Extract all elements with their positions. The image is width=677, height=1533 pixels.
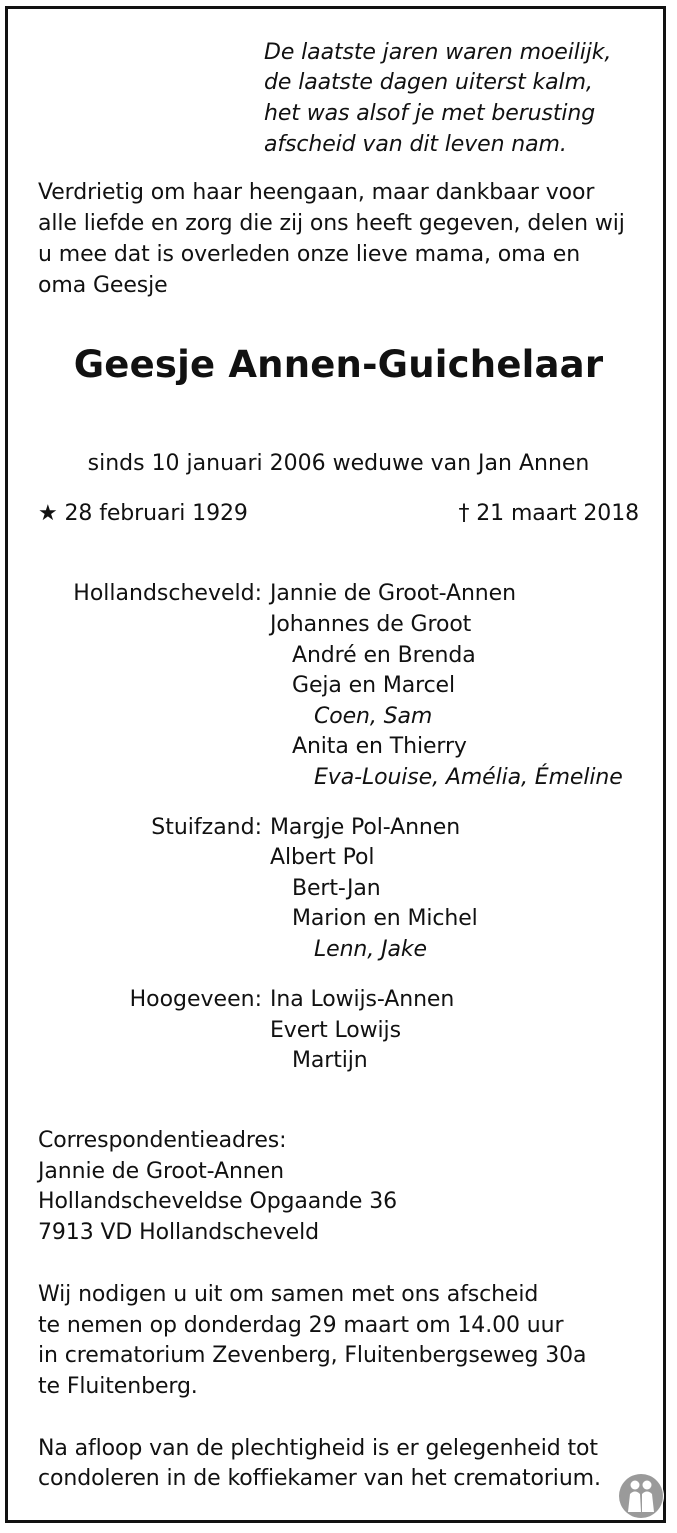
family-place: Hoogeveen: (129, 987, 262, 1012)
family-member: Marion en Michel (292, 906, 478, 931)
family-member: Anita en Thierry (292, 734, 467, 759)
closing-line: condoleren in de koffiekamer van het crematorium. (38, 1466, 601, 1491)
family-member: Margje Pol-Annen (270, 815, 461, 840)
family-member: Ina Lowijs-Annen (270, 987, 455, 1012)
memorial-logo-icon (617, 1472, 665, 1520)
invitation-line: te nemen op donderdag 29 maart om 14.00 uur (38, 1313, 564, 1338)
family-member: Evert Lowijs (270, 1018, 401, 1043)
death-date: † 21 maart 2018 (458, 501, 639, 526)
family-member: Jannie de Groot-Annen (270, 581, 516, 606)
correspondence-line: 7913 VD Hollandscheveld (38, 1220, 319, 1245)
family-member: Geja en Marcel (292, 673, 456, 698)
intro-line: u mee dat is overleden onze lieve mama, oma en (38, 242, 581, 267)
poem-line: de laatste dagen uiterst kalm, (264, 70, 593, 95)
poem-line: afscheid van dit leven nam. (264, 132, 567, 157)
family-place: Stuifzand: (151, 815, 262, 840)
family-member: Eva-Louise, Amélia, Émeline (314, 765, 623, 790)
invitation-line: in crematorium Zevenberg, Fluitenbergseweg 30a (38, 1343, 587, 1368)
correspondence-heading: Correspondentieadres: (38, 1128, 287, 1153)
family-member: Bert-Jan (292, 876, 381, 901)
family-member: Johannes de Groot (270, 612, 472, 637)
birth-date: ★ 28 februari 1929 (38, 501, 248, 526)
intro-line: Verdrietig om haar heengaan, maar dankbaar voor (38, 180, 595, 205)
invitation-line: Wij nodigen u uit om samen met ons afscheid (38, 1282, 539, 1307)
family-member: Martijn (292, 1048, 368, 1073)
correspondence-line: Jannie de Groot-Annen (38, 1159, 284, 1184)
invitation-line: te Fluitenberg. (38, 1374, 198, 1399)
intro-line: oma Geesje (38, 273, 168, 298)
poem-line: De laatste jaren waren moeilijk, (264, 40, 612, 65)
poem-line: het was alsof je met berusting (264, 101, 596, 126)
family-member: Coen, Sam (314, 704, 433, 729)
deceased-name: Geesje Annen-Guichelaar (73, 343, 604, 386)
family-member: Lenn, Jake (314, 937, 427, 962)
closing-line: Na afloop van de plechtigheid is er gelegenheid tot (38, 1436, 598, 1461)
family-member: André en Brenda (292, 643, 476, 668)
family-place: Hollandscheveld: (73, 581, 262, 606)
correspondence-line: Hollandscheveldse Opgaande 36 (38, 1189, 398, 1214)
intro-line: alle liefde en zorg die zij ons heeft gegeven, delen wij (38, 211, 625, 236)
family-member: Albert Pol (270, 845, 375, 870)
widow-line: sinds 10 januari 2006 weduwe van Jan Annen (87, 451, 590, 476)
